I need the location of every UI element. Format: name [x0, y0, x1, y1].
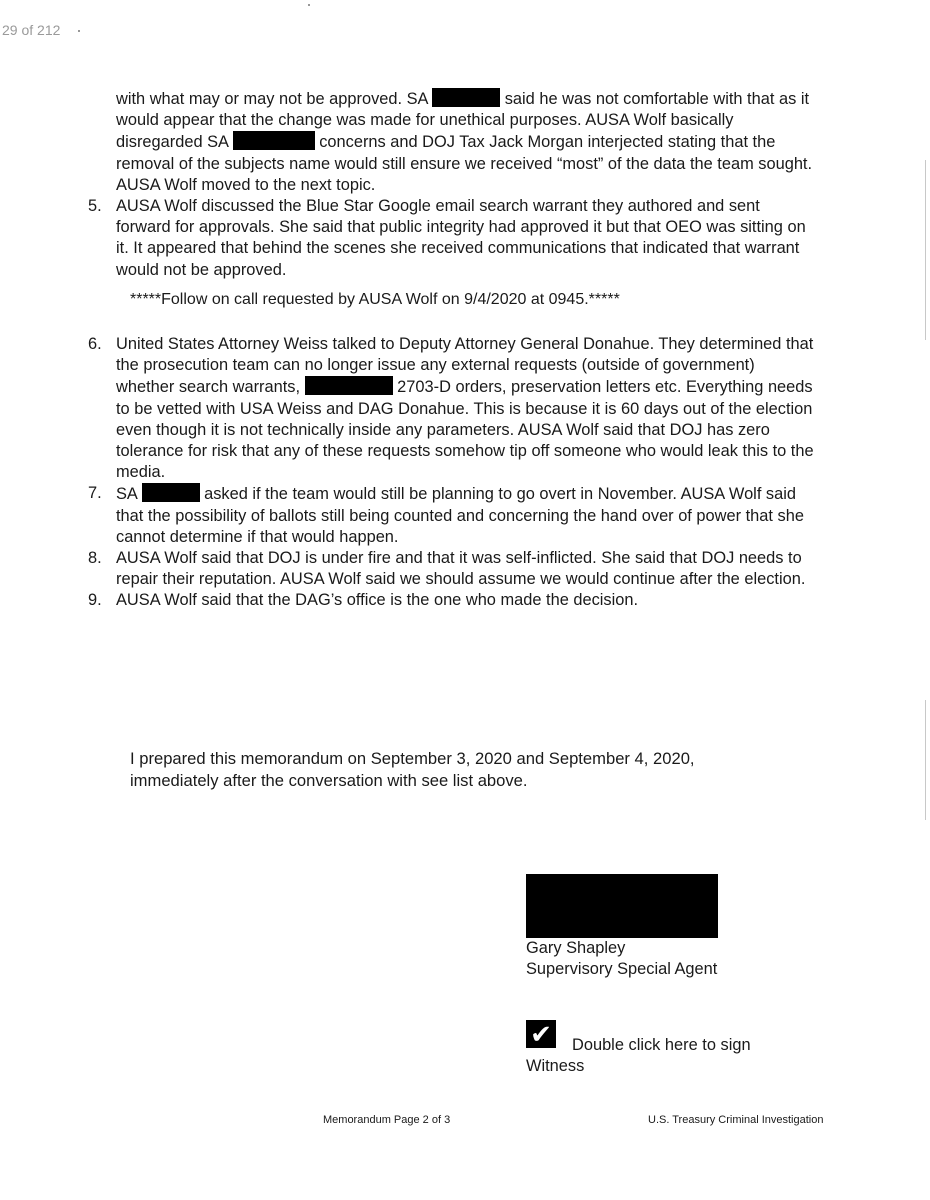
list-item-text: United States Attorney Weiss talked to Deputy Attorney General Donahue. They determined that the prosecution team can no longer issue any external requests (outside of government) whether search warrants,	[116, 335, 814, 397]
memo-statement: I prepared this memorandum on September 3, 2020 and September 4, 2020, immediately after the conversation with see list above.	[130, 749, 695, 790]
list-number: 9.	[88, 591, 102, 610]
scan-speck	[78, 30, 80, 32]
intro-text-1: with what may or may not be approved. SA	[116, 90, 428, 108]
list-number: 7.	[88, 484, 102, 503]
intro-paragraph	[116, 88, 816, 196]
list-item-text: AUSA Wolf discussed the Blue Star Google email search warrant they authored and sent forward for approvals. She said that public integrity had approved it but that OEO was sitting on it. It appeared that behind the scenes she received communications that indicated that warrant would not be approved.	[116, 197, 806, 279]
sign-prompt[interactable]: Double click here to sign	[572, 1036, 751, 1054]
list-item-6	[88, 334, 816, 483]
list-item-9	[88, 590, 816, 611]
scan-edge-line	[925, 700, 926, 820]
list-item-text: asked if the team would still be planning to go overt in November. AUSA Wolf said that the possibility of ballots still being counted and concerning the hand over of power that she cannot determine if that would happen.	[116, 485, 804, 546]
redaction-box	[142, 483, 200, 502]
intro-text-2: said he was not comfortable with that as it would appear that the change was made for unethical purposes. AUSA Wolf basically disregarded SA	[116, 90, 810, 152]
follow-on-note: *****Follow on call requested by AUSA Wolf on 9/4/2020 at 0945.*****	[130, 291, 620, 308]
signature-block	[526, 874, 718, 980]
witness-label: Witness	[526, 1057, 585, 1075]
scan-edge-line	[925, 160, 926, 340]
footer-agency-label: U.S. Treasury Criminal Investigation	[648, 1114, 824, 1126]
signer-title: Supervisory Special Agent	[526, 960, 718, 978]
redaction-box	[305, 376, 393, 395]
list-number: 6.	[88, 335, 102, 353]
memo-body	[88, 88, 816, 281]
list-item-text: 2703-D orders, preservation letters etc. Everything needs to be vetted with USA Weiss and DAG Donahue. This is because it is 60 days out of the election even though it is not technically inside any parameters. AUSA Wolf said that DOJ has zero tolerance for risk that any of these requests somehow tip off someone who would leak this to the media.	[116, 378, 814, 482]
memo-body-continued	[88, 334, 816, 612]
signature-redaction	[526, 874, 718, 938]
list-item-text: AUSA Wolf said that the DAG’s office is the one who made the decision.	[116, 591, 639, 610]
footer-page-label: Memorandum Page 2 of 3	[323, 1114, 451, 1126]
intro-text-3: concerns and DOJ Tax Jack Morgan interjected stating that the removal of the subjects name would still ensure we received “most” of the data the team sought. AUSA Wolf moved to the next topic.	[116, 133, 813, 194]
page-counter: 29 of 212	[2, 22, 61, 38]
list-number: 8.	[88, 549, 102, 568]
list-item-8	[88, 548, 816, 590]
list-item-5	[88, 196, 816, 281]
checkmark-icon[interactable]: ✔	[526, 1020, 556, 1048]
redaction-box	[233, 131, 315, 150]
list-item-text: SA	[116, 485, 137, 504]
signer-name: Gary Shapley	[526, 939, 626, 957]
list-number: 5.	[88, 197, 102, 216]
list-item-text: AUSA Wolf said that DOJ is under fire and that it was self-inflicted. She said that DOJ needs to repair their reputation. AUSA Wolf said we should assume we would continue after the election.	[116, 549, 806, 589]
redaction-box	[432, 88, 500, 107]
list-item-7	[88, 483, 816, 548]
scan-speck	[308, 4, 310, 6]
